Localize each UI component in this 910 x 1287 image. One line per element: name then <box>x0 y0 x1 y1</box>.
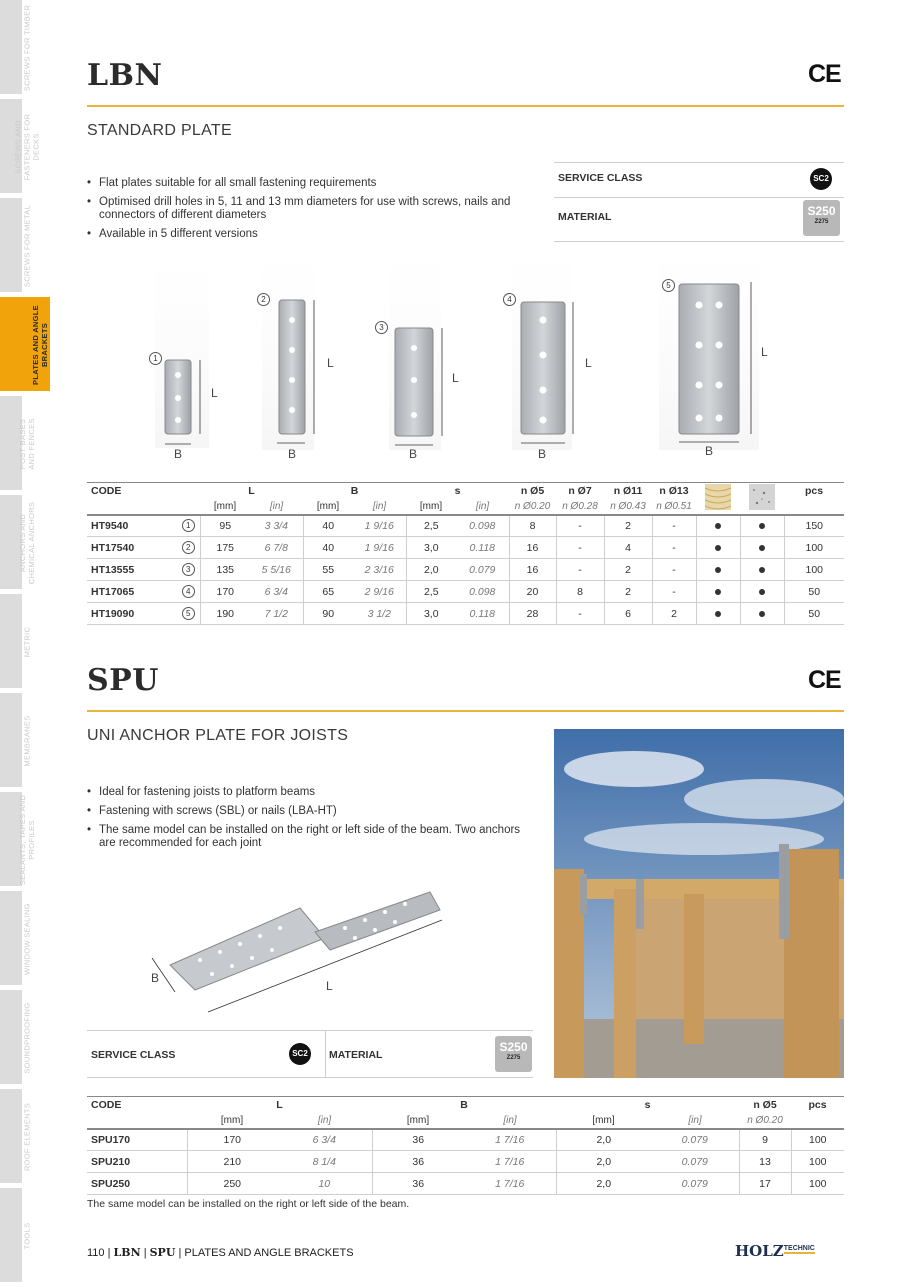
s250-badge <box>495 1036 532 1072</box>
row-number-cell <box>177 603 200 625</box>
cell-l-mm: 250 <box>187 1173 277 1195</box>
unit-n13: n Ø0.51 <box>652 499 696 515</box>
sidebar-tab-label: SOUNDPROOFING <box>22 1002 32 1074</box>
dim-label-l: L <box>211 386 218 400</box>
cell-code: HT19090 <box>87 603 177 625</box>
col-b: B <box>303 483 406 499</box>
unit-in: [in] <box>651 1113 739 1129</box>
cell-l-in: 5 5/16 <box>250 559 303 581</box>
sidebar-tab-bar <box>0 0 22 96</box>
cell-b-in: 1 7/16 <box>464 1173 556 1195</box>
cell-code: HT17540 <box>87 537 177 559</box>
lbn-table <box>87 482 844 625</box>
hole <box>696 382 703 389</box>
cell-pcs: 100 <box>791 1151 844 1173</box>
hole <box>540 352 547 359</box>
unit-in: [in] <box>277 1113 372 1129</box>
cell-n7: - <box>556 537 604 559</box>
plate-number-badge: 1 <box>149 352 162 365</box>
lbn-rule <box>87 105 844 107</box>
table-units-row <box>87 1113 844 1129</box>
cell-pcs: 50 <box>784 603 844 625</box>
cell-n7: - <box>556 515 604 537</box>
z275-badge-text: Z275 <box>506 1055 521 1061</box>
cell-n11: 2 <box>604 515 652 537</box>
unit-mm: [mm] <box>200 499 250 515</box>
spu-installation-photo <box>554 729 844 1078</box>
sidebar-tab[interactable] <box>0 1188 50 1284</box>
unit-n5: n Ø0.20 <box>739 1113 791 1129</box>
holz-technic-logo <box>735 1242 815 1260</box>
availability-cell <box>696 581 740 603</box>
cell-n5: 17 <box>739 1173 791 1195</box>
cell-n11: 6 <box>604 603 652 625</box>
table-row <box>87 603 844 625</box>
cell-l-in: 7 1/2 <box>250 603 303 625</box>
lbn-ce-mark: CE <box>808 60 841 88</box>
cell-b-in: 3 1/2 <box>353 603 406 625</box>
unit-n11: n Ø0.43 <box>604 499 652 515</box>
col-s: s <box>406 483 509 499</box>
hole <box>289 377 295 383</box>
cell-n13: - <box>652 515 696 537</box>
spu-title: SPU <box>87 663 159 698</box>
table-row <box>87 1151 844 1173</box>
sidebar-tab[interactable] <box>0 594 50 690</box>
cell-n5: 28 <box>509 603 556 625</box>
cell-s-in: 0.079 <box>651 1151 739 1173</box>
sidebar-tab[interactable] <box>0 198 50 294</box>
availability-dot <box>715 567 721 573</box>
spu-bullets <box>87 786 527 856</box>
sidebar-tab[interactable] <box>0 297 50 393</box>
hole <box>696 415 703 422</box>
table-row <box>87 1173 844 1195</box>
lbn-bullets <box>87 177 537 247</box>
cell-l-in: 3 3/4 <box>250 515 303 537</box>
cell-b-in: 1 9/16 <box>353 537 406 559</box>
lbn-bullet: • Available in 5 different versions <box>87 228 537 241</box>
availability-dot <box>759 545 765 551</box>
cell-pcs: 100 <box>791 1173 844 1195</box>
footer-lbn: LBN <box>113 1246 141 1259</box>
cell-s-mm: 2,0 <box>556 1151 651 1173</box>
col-l: L <box>187 1097 372 1113</box>
dim-label-l: L <box>326 979 333 993</box>
availability-cell <box>696 559 740 581</box>
table-header-row <box>87 483 844 499</box>
footer-section: PLATES AND ANGLE BRACKETS <box>184 1247 354 1259</box>
cell-b-mm: 36 <box>372 1173 464 1195</box>
sidebar-tab-bar <box>0 198 22 294</box>
cell-code: HT17065 <box>87 581 177 603</box>
cell-s-in: 0.079 <box>651 1129 739 1151</box>
availability-cell <box>696 603 740 625</box>
cell-l-in: 6 3/4 <box>277 1129 372 1151</box>
footer-sep: | <box>107 1247 111 1259</box>
service-class-label: SERVICE CLASS <box>91 1049 176 1061</box>
row-number-badge: 3 <box>182 563 195 576</box>
hole <box>696 302 703 309</box>
dim-label-l: L <box>761 345 768 359</box>
cell-n5: 9 <box>739 1129 791 1151</box>
hole <box>716 415 723 422</box>
sidebar-tab-bar <box>0 1089 22 1185</box>
plate-number-badge: 4 <box>503 293 516 306</box>
cell-b-mm: 36 <box>372 1129 464 1151</box>
spu-bullet: • The same model can be installed on the right or left side of the beam. Two anchors are recommended for each joint <box>87 824 527 850</box>
unit-in: [in] <box>250 499 303 515</box>
cell-b-in: 1 7/16 <box>464 1129 556 1151</box>
hole <box>716 342 723 349</box>
col-pcs: pcs <box>791 1097 844 1113</box>
sidebar-tab-label: SCREWS FOR TIMBER <box>22 4 32 92</box>
table-header-row <box>87 1097 844 1113</box>
unit-in: [in] <box>353 499 406 515</box>
cell-n5: 16 <box>509 537 556 559</box>
s250-badge-text: S250 <box>499 1040 528 1054</box>
dim-label-l: L <box>327 356 334 370</box>
cell-s-in: 0.098 <box>456 515 509 537</box>
row-number-badge: 4 <box>182 585 195 598</box>
sidebar-tab-label: TOOLS <box>22 1222 32 1250</box>
footer-sep: | <box>178 1247 182 1259</box>
cell-b-mm: 36 <box>372 1151 464 1173</box>
sc2-badge: SC2 <box>289 1043 311 1065</box>
hole <box>696 342 703 349</box>
availability-cell <box>740 559 784 581</box>
cell-s-mm: 2,5 <box>406 581 456 603</box>
row-number-badge: 2 <box>182 541 195 554</box>
wood-icon-cell <box>696 483 740 515</box>
cell-s-in: 0.118 <box>456 603 509 625</box>
unit-n5: n Ø0.20 <box>509 499 556 515</box>
cell-l-mm: 210 <box>187 1151 277 1173</box>
cell-b-in: 2 3/16 <box>353 559 406 581</box>
cell-code: SPU170 <box>87 1129 187 1151</box>
sidebar-tab[interactable] <box>0 792 50 888</box>
availability-cell <box>740 581 784 603</box>
cell-l-in: 8 1/4 <box>277 1151 372 1173</box>
sidebar-tab[interactable] <box>0 1089 50 1185</box>
row-number-cell <box>177 581 200 603</box>
cell-pcs: 100 <box>784 537 844 559</box>
cell-n11: 4 <box>604 537 652 559</box>
availability-cell <box>696 537 740 559</box>
cell-s-mm: 3,0 <box>406 603 456 625</box>
lbn-plates-figure <box>87 250 847 465</box>
cell-pcs: 150 <box>784 515 844 537</box>
sidebar-tab[interactable] <box>0 495 50 591</box>
cell-s-in: 0.098 <box>456 581 509 603</box>
sidebar-tab-bar <box>0 1188 22 1284</box>
cell-n13: - <box>652 581 696 603</box>
hole <box>411 412 417 418</box>
dim-label-l: L <box>585 356 592 370</box>
col-n5: n Ø5 <box>739 1097 791 1113</box>
cell-n13: 2 <box>652 603 696 625</box>
hole <box>540 387 547 394</box>
table-row <box>87 515 844 537</box>
material-label: MATERIAL <box>329 1049 383 1061</box>
plate-number-badge: 5 <box>662 279 675 292</box>
table-row <box>87 581 844 603</box>
sidebar-tab-label: WINDOW SEALING <box>22 903 32 975</box>
spu-plate-base <box>170 908 325 990</box>
hole <box>175 372 181 378</box>
cell-n11: 2 <box>604 581 652 603</box>
cell-s-mm: 2,0 <box>556 1129 651 1151</box>
cell-n7: 8 <box>556 581 604 603</box>
logo-text: HOLZ <box>735 1242 784 1260</box>
col-l: L <box>200 483 303 499</box>
plate-number-badge: 3 <box>375 321 388 334</box>
concrete-icon-cell <box>740 483 784 515</box>
hole <box>411 377 417 383</box>
spu-table-note: The same model can be installed on the right or left side of the beam. <box>87 1198 410 1210</box>
unit-mm: [mm] <box>187 1113 277 1129</box>
service-class-label: SERVICE CLASS <box>558 172 643 184</box>
availability-cell <box>740 515 784 537</box>
availability-dot <box>715 611 721 617</box>
sidebar-tab-label: METRIC <box>22 626 32 658</box>
row-number-cell <box>177 537 200 559</box>
col-n7: n Ø7 <box>556 483 604 499</box>
sidebar-tab[interactable] <box>0 396 50 492</box>
col-b: B <box>372 1097 556 1113</box>
col-pcs: pcs <box>784 483 844 499</box>
cell-l-mm: 175 <box>200 537 250 559</box>
cell-l-mm: 170 <box>187 1129 277 1151</box>
s250-badge <box>803 200 840 236</box>
row-number-cell <box>177 559 200 581</box>
sidebar-tab-label: SCREWS FOR METAL <box>22 204 32 288</box>
hole <box>289 317 295 323</box>
cell-s-mm: 3,0 <box>406 537 456 559</box>
lbn-subtitle: STANDARD PLATE <box>87 122 232 139</box>
hole <box>411 345 417 351</box>
unit-mm: [mm] <box>406 499 456 515</box>
availability-dot <box>715 545 721 551</box>
col-n13: n Ø13 <box>652 483 696 499</box>
sidebar-tab-bar <box>0 594 22 690</box>
dim-label-b: B <box>705 444 714 458</box>
cell-b-in: 1 9/16 <box>353 515 406 537</box>
cell-b-in: 2 9/16 <box>353 581 406 603</box>
cell-n5: 13 <box>739 1151 791 1173</box>
plate-5 <box>679 284 739 434</box>
hole <box>289 347 295 353</box>
unit-in: [in] <box>456 499 509 515</box>
sidebar-tab[interactable] <box>0 693 50 789</box>
cell-code: SPU210 <box>87 1151 187 1173</box>
cell-s-mm: 2,5 <box>406 515 456 537</box>
availability-dot <box>715 589 721 595</box>
availability-dot <box>759 567 765 573</box>
unit-mm: [mm] <box>556 1113 651 1129</box>
plate-number-badge: 2 <box>257 293 270 306</box>
cell-n7: - <box>556 603 604 625</box>
sidebar-tab-label: SEALANTS, TAPES AND PROFILES <box>18 794 36 886</box>
availability-dot <box>759 611 765 617</box>
cell-s-in: 0.118 <box>456 537 509 559</box>
cell-l-mm: 190 <box>200 603 250 625</box>
hole <box>175 395 181 401</box>
sidebar-tab-bar <box>0 891 22 987</box>
spu-subtitle: UNI ANCHOR PLATE FOR JOISTS <box>87 727 349 744</box>
availability-dot <box>715 523 721 529</box>
col-n11: n Ø11 <box>604 483 652 499</box>
col-s: s <box>556 1097 739 1113</box>
hole <box>716 382 723 389</box>
availability-dot <box>759 523 765 529</box>
sidebar-tab-label: SCREWS AND FASTENERS FOR DECKS <box>13 113 41 181</box>
cell-l-in: 6 3/4 <box>250 581 303 603</box>
sidebar-tab[interactable] <box>0 99 50 195</box>
cell-pcs: 100 <box>791 1129 844 1151</box>
cell-l-in: 10 <box>277 1173 372 1195</box>
cell-code: SPU250 <box>87 1173 187 1195</box>
lbn-bullet: • Flat plates suitable for all small fastening requirements <box>87 177 537 190</box>
cell-l-mm: 95 <box>200 515 250 537</box>
page-footer <box>87 1246 354 1259</box>
sidebar-tab-label: PLATES AND ANGLE BRACKETS <box>31 305 49 385</box>
cell-b-in: 1 7/16 <box>464 1151 556 1173</box>
dim-label-b: B <box>151 971 160 985</box>
table-row <box>87 559 844 581</box>
hole <box>540 317 547 324</box>
dim-label-b: B <box>288 447 297 461</box>
spu-bullet: • Fastening with screws (SBL) or nails (LBA-HT) <box>87 805 527 818</box>
hole <box>175 417 181 423</box>
footer-spu: SPU <box>149 1246 176 1259</box>
cell-b-mm: 90 <box>303 603 353 625</box>
sidebar-tab-label: MEMBRANES <box>22 715 32 767</box>
spu-spec-box <box>87 1030 533 1078</box>
availability-cell <box>696 515 740 537</box>
sidebar-tab-label: ROOF ELEMENTS <box>22 1102 32 1172</box>
cell-b-mm: 55 <box>303 559 353 581</box>
cell-s-in: 0.079 <box>456 559 509 581</box>
sidebar-tab-bar <box>0 693 22 789</box>
spu-rule <box>87 710 844 712</box>
concrete-icon <box>749 484 775 510</box>
material-label: MATERIAL <box>558 211 612 223</box>
sidebar-tab[interactable] <box>0 0 50 96</box>
cell-code: HT9540 <box>87 515 177 537</box>
lbn-bullet: • Optimised drill holes in 5, 11 and 13 mm diameters for use with screws, nails and connectors of different diameters <box>87 196 537 222</box>
unit-mm: [mm] <box>303 499 353 515</box>
cell-n13: - <box>652 537 696 559</box>
sidebar-tab[interactable] <box>0 990 50 1086</box>
dim-label-b: B <box>174 447 183 461</box>
cell-s-mm: 2,0 <box>556 1173 651 1195</box>
cell-l-mm: 135 <box>200 559 250 581</box>
hole <box>540 417 547 424</box>
hole <box>716 302 723 309</box>
cell-b-mm: 65 <box>303 581 353 603</box>
cell-n11: 2 <box>604 559 652 581</box>
unit-mm: [mm] <box>372 1113 464 1129</box>
spu-plate-wing <box>315 892 440 950</box>
spu-table <box>87 1096 844 1195</box>
spu-plate-figure <box>140 870 460 1030</box>
table-row <box>87 1129 844 1151</box>
cell-n5: 16 <box>509 559 556 581</box>
page-number: 110 <box>87 1247 105 1259</box>
dim-label-b: B <box>409 447 418 461</box>
cell-l-mm: 170 <box>200 581 250 603</box>
availability-cell <box>740 537 784 559</box>
s250-badge-text: S250 <box>807 204 836 218</box>
chapter-sidebar <box>0 0 50 1287</box>
row-number-badge: 5 <box>182 607 195 620</box>
spu-bullet: • Ideal for fastening joists to platform beams <box>87 786 527 799</box>
cell-s-in: 0.079 <box>651 1173 739 1195</box>
col-code: CODE <box>87 483 177 499</box>
cell-pcs: 50 <box>784 581 844 603</box>
hole <box>289 407 295 413</box>
logo-sub-text: TECHNIC <box>783 1245 815 1252</box>
unit-n7: n Ø0.28 <box>556 499 604 515</box>
wood-icon <box>705 484 731 510</box>
sidebar-tab-label: ANCHORS AND CHEMICAL ANCHORS <box>18 501 36 585</box>
col-n5: n Ø5 <box>509 483 556 499</box>
cell-code: HT13555 <box>87 559 177 581</box>
sidebar-tab[interactable] <box>0 891 50 987</box>
cell-s-mm: 2,0 <box>406 559 456 581</box>
cell-l-in: 6 7/8 <box>250 537 303 559</box>
sidebar-tab-label: POST BASES AND FENCES <box>18 418 36 470</box>
sidebar-tab-bar <box>0 990 22 1086</box>
z275-badge-text: Z275 <box>814 219 829 225</box>
cell-n5: 8 <box>509 515 556 537</box>
sc2-badge: SC2 <box>810 168 832 190</box>
cell-n5: 20 <box>509 581 556 603</box>
availability-dot <box>759 589 765 595</box>
lbn-title: LBN <box>87 58 163 93</box>
cell-b-mm: 40 <box>303 515 353 537</box>
cell-b-mm: 40 <box>303 537 353 559</box>
availability-cell <box>740 603 784 625</box>
col-code: CODE <box>87 1097 187 1113</box>
cell-n7: - <box>556 559 604 581</box>
row-number-badge: 1 <box>182 519 195 532</box>
dim-label-l: L <box>452 371 459 385</box>
footer-sep: | <box>143 1247 147 1259</box>
row-number-cell <box>177 515 200 537</box>
unit-in: [in] <box>464 1113 556 1129</box>
cell-pcs: 100 <box>784 559 844 581</box>
lbn-spec-box <box>554 162 844 242</box>
cell-n13: - <box>652 559 696 581</box>
spu-ce-mark: CE <box>808 666 841 694</box>
table-row <box>87 537 844 559</box>
dim-label-b: B <box>538 447 547 461</box>
